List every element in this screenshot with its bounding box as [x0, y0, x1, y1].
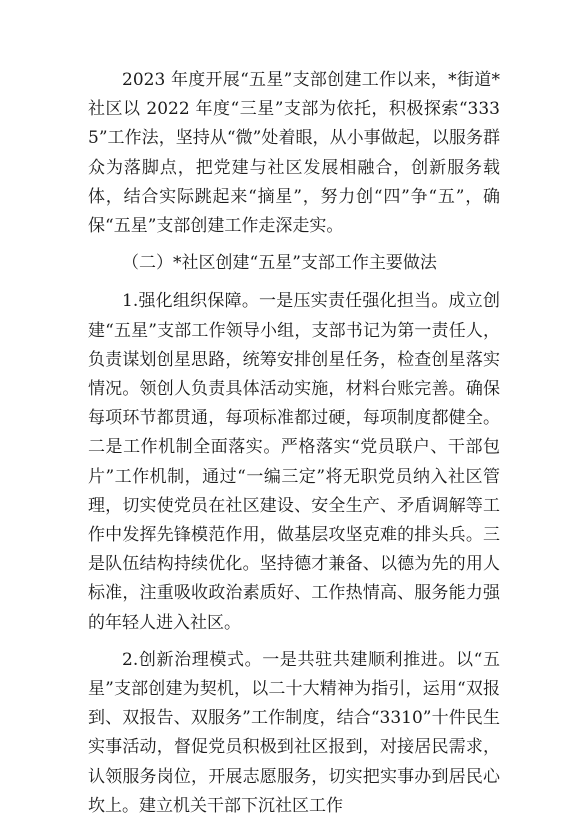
- intro-paragraph: 2023 年度开展“五星”支部创建工作以来，*街道*社区以 2022 年度“三星”支部为依托，积极探索“3335”工作法，坚持从“微”处着眼，从小事做起，以服务群众为落脚点，把党建与社区发展相融合，创新服务载体，结合实际跳起来“摘星”，努力创“四”争“五”，确保“五星”支部创建工作走深走实。: [88, 70, 500, 237]
- document-body: [88, 66, 500, 829]
- section-heading: （二）*社区创建“五星”支部工作主要做法: [122, 253, 437, 274]
- paragraph-organization-guarantee: 1.强化组织保障。一是压实责任强化担当。成立创建“五星”支部工作领导小组，支部书记为第一责任人，负责谋划创星思路，统筹安排创星任务，检查创星落实情况。领创人负责具体活动实施，材料台账完善。确保每项环节都贯通，每项标准都过硬，每项制度都健全。二是工作机制全面落实。严格落实“党员联户、干部包片”工作机制，通过“一编三定”将无职党员纳入社区管理，切实使党员在社区建设、安全生产、矛盾调解等工作中发挥先锋模范作用，做基层攻坚克难的排头兵。三是队伍结构持续优化。坚持德才兼备、以德为先的用人标准，注重吸收政治素质好、工作热情高、服务能力强的年轻人进入社区。: [88, 291, 500, 633]
- paragraph-governance-innovation: 2.创新治理模式。一是共驻共建顺利推进。以“五星”支部创建为契机，以二十大精神为指引，运用“双报到、双报告、双服务”工作制度，结合“3310”十件民生实事活动，督促党员积极到社区报到，对接居民需求，认领服务岗位，开展志愿服务，切实把实事办到居民心坎上。建立机关干部下沉社区工作: [88, 649, 500, 816]
